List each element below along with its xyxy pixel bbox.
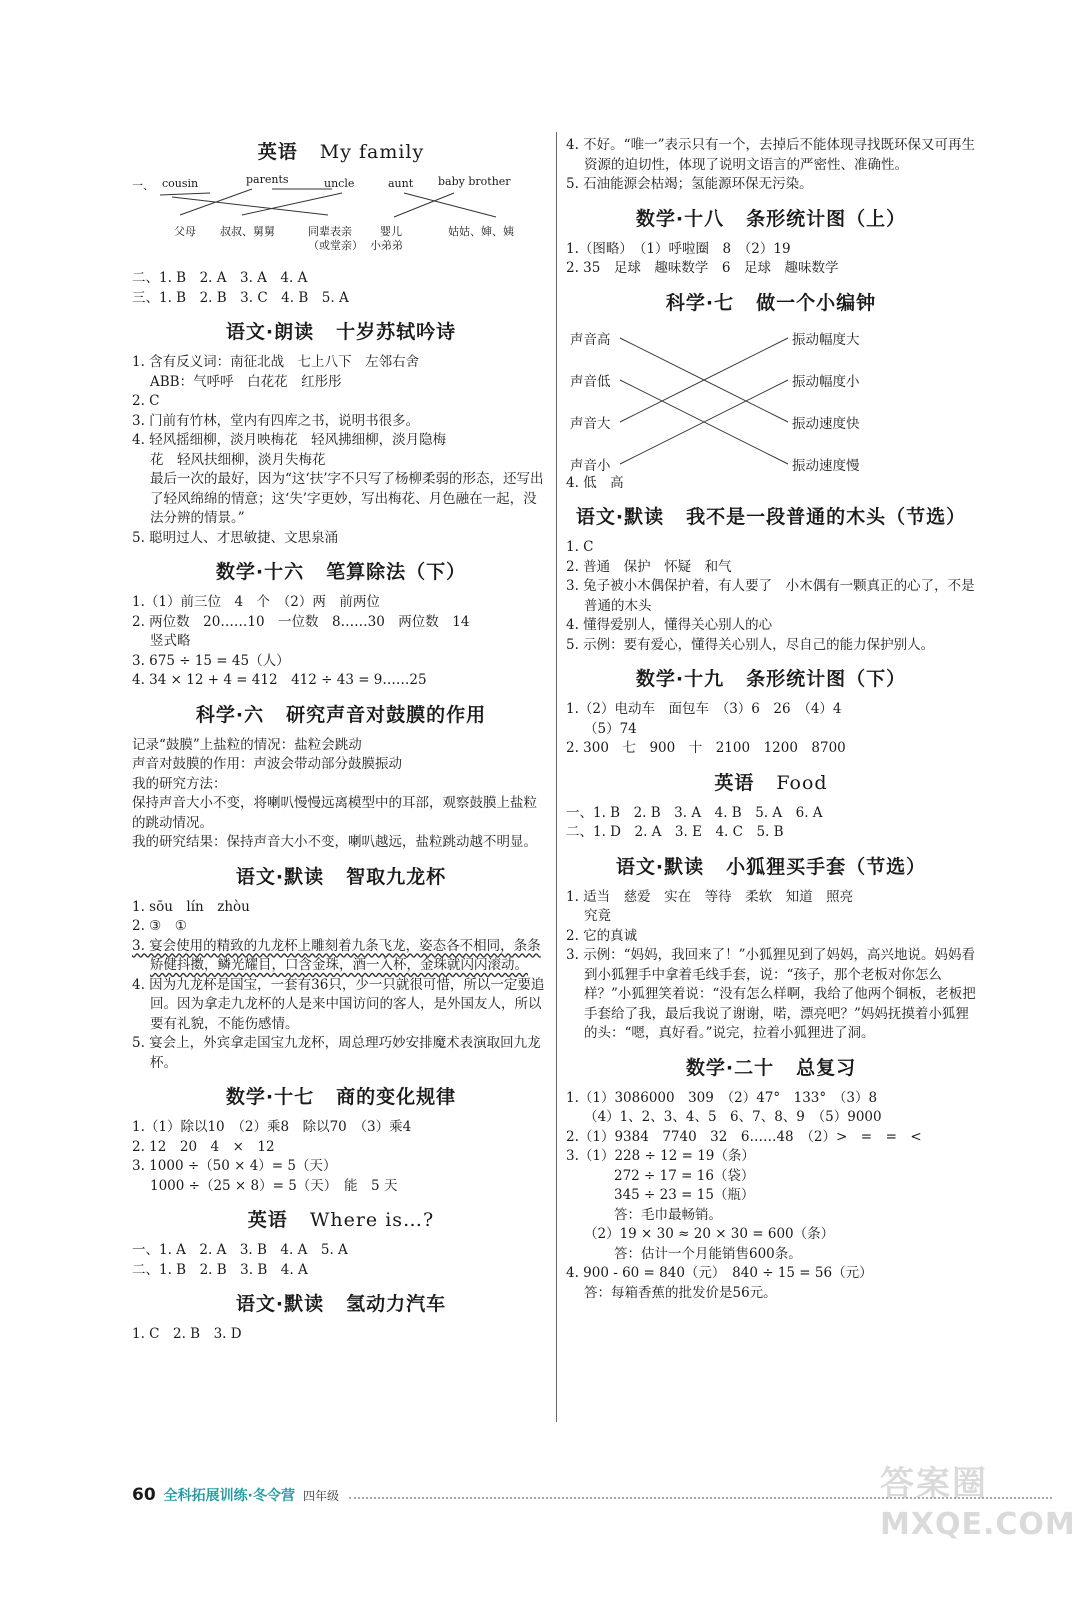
column-divider xyxy=(556,132,557,1422)
answer-line: 3. 1000 ÷（50 × 4）= 5（天） xyxy=(132,1158,337,1174)
title-subject: 数学·十六 xyxy=(215,561,305,583)
match-right-item: 振动速度快 xyxy=(792,415,860,432)
answer-line: 4. 轻风摇细柳，淡月映梅花 轻风拂细柳，淡月隐梅 xyxy=(132,432,447,448)
section-math-20 xyxy=(566,1052,976,1304)
title-topic: Where is…? xyxy=(309,1209,435,1231)
answer-line: 1. 含有反义词：南征北战 七上八下 左邻右舍 xyxy=(132,354,420,370)
section-chinese-langdu xyxy=(132,316,550,548)
title-topic: 条形统计图（上） xyxy=(746,207,907,230)
title-topic: 十岁苏轼吟诗 xyxy=(336,321,457,343)
section-math-19 xyxy=(566,663,976,759)
section-english-my-family xyxy=(132,136,550,308)
section-title xyxy=(132,1288,550,1320)
answers xyxy=(566,240,976,279)
match-left-item: 声音小 xyxy=(570,457,611,474)
match-right-item: 振动幅度大 xyxy=(792,331,860,348)
answer-line: 2. 300 七 900 十 2100 1200 8700 xyxy=(566,740,846,756)
answer-line: 345 ÷ 23 = 15（瓶） xyxy=(614,1187,755,1203)
answers xyxy=(566,1089,976,1304)
answer-line: 记录“鼓膜”上盐粒的情况：盐粒会跳动 xyxy=(132,736,362,753)
section-chinese-fox xyxy=(566,851,976,1044)
section-chinese-hydrogen-car xyxy=(132,1288,550,1345)
section-math-18 xyxy=(566,203,976,279)
matching-exercise xyxy=(566,324,976,474)
answer-line: 1. sōu lín zhòu xyxy=(132,898,250,915)
answer-line: 4. 34 × 12 + 4 = 412 412 ÷ 43 = 9……25 xyxy=(132,672,427,688)
answer-line: 保持声音大小不变，将喇叭慢慢远离模型中的耳部，观察鼓膜上盐粒的跳动情况。 xyxy=(132,795,537,831)
section-title xyxy=(566,663,976,695)
match-meaning: 姑姑、婶、姨 xyxy=(448,225,514,238)
title-topic: 研究声音对鼓膜的作用 xyxy=(286,703,487,726)
answer-line: （5）74 xyxy=(584,720,637,737)
section-title xyxy=(566,287,976,319)
answer-line: 三、1. B 2. B 3. C 4. B 5. A xyxy=(132,289,349,306)
answer-line: 1.（1）除以10 （2）乘8 除以70 （3）乘4 xyxy=(132,1119,412,1135)
title-subject: 数学·十七 xyxy=(225,1086,315,1108)
match-word: parents xyxy=(246,173,289,186)
answer-line: 一、1. B 2. B 3. A 4. B 5. A 6. A xyxy=(566,804,823,821)
answer-line: （4）1、2、3、4、5 6、7、8、9 （5）9000 xyxy=(584,1109,882,1125)
section-title xyxy=(566,203,976,235)
title-topic: 总复习 xyxy=(796,1056,857,1079)
section-title xyxy=(566,851,976,883)
section-title xyxy=(566,767,976,799)
answer-line: 1. 适当 慈爱 实在 等待 柔软 知道 照亮 xyxy=(566,888,854,905)
answer-line: 3.（1）228 ÷ 12 = 19（条） xyxy=(566,1148,755,1164)
watermark-logo xyxy=(880,1462,1076,1562)
watermark-text: 答案圈 xyxy=(880,1464,988,1504)
title-topic: 我不是一段普通的木头（节选） xyxy=(686,506,967,528)
section-chinese-jiulongbei xyxy=(132,861,550,1074)
answer-line: 二、1. D 2. A 3. E 4. C 5. B xyxy=(566,824,784,840)
match-left-item: 声音高 xyxy=(570,331,611,348)
answer-line: 1. C xyxy=(566,539,594,555)
section-chinese-mutou xyxy=(566,501,976,655)
title-subject: 数学·十九 xyxy=(635,668,725,690)
answer-line: 2. C xyxy=(132,393,160,409)
answer-line: 3. 675 ÷ 15 = 45（人） xyxy=(132,652,290,669)
answers xyxy=(566,136,976,195)
answers xyxy=(566,538,976,655)
section-math-17 xyxy=(132,1081,550,1196)
section-english-where-is xyxy=(132,1204,550,1280)
title-topic: 商的变化规律 xyxy=(336,1086,457,1108)
match-word: aunt xyxy=(388,177,414,190)
answer-line: 最后一次的最好，因为“这‘扶’字不只写了杨柳柔弱的形态，还写出了轻风绵绵的情意；这‘失’字更妙，写出梅花、月色融在一起，没法分辨的情景。” xyxy=(150,471,544,526)
match-right-item: 振动幅度小 xyxy=(792,373,860,390)
answer-line: 5. 示例：要有爱心，懂得关心别人，尽自己的能力保护别人。 xyxy=(566,636,935,653)
answer-line: 我的研究结果：保持声音大小不变，喇叭越远，盐粒跳动越不明显。 xyxy=(132,834,537,850)
answers xyxy=(132,1325,550,1345)
answers xyxy=(566,700,976,759)
answers xyxy=(132,269,550,308)
answer-line: 花 轻风扶细柳，淡月失梅花 xyxy=(150,451,326,468)
title-topic: 智取九龙杯 xyxy=(346,865,447,888)
match-left-item: 声音低 xyxy=(570,373,611,390)
match-meaning: （或堂亲） xyxy=(308,239,363,252)
answers xyxy=(132,1241,550,1280)
section-science-6 xyxy=(132,699,550,853)
answer-line: 1.（1）前三位 4 个 （2）两 前两位 xyxy=(132,594,380,610)
answer-line: 一、1. A 2. A 3. B 4. A 5. A xyxy=(132,1242,348,1258)
match-meaning: 同辈表亲 xyxy=(308,225,352,238)
answer-line: 我的研究方法： xyxy=(132,775,227,792)
match-meaning: 叔叔、舅舅 xyxy=(220,225,275,238)
answer-line: （2）19 × 30 ≈ 20 × 30 = 600（条） xyxy=(584,1226,835,1242)
answer-line-underlined: 3. 宴会使用的精致的九龙杯上雕刻着九条飞龙，姿态各不相同，条条矫健抖擞，鳞光耀目，口含金珠，酒一入杯，金珠就闪闪滚动。 xyxy=(132,937,541,973)
section-english-food xyxy=(566,767,976,843)
title-subject: 语文·默读 xyxy=(615,855,705,878)
answer-line: 1.（图略） （1）呼啦圈 8 （2）19 xyxy=(566,240,791,257)
title-subject: 英语 xyxy=(257,141,298,163)
title-subject: 英语 xyxy=(247,1209,288,1231)
title-topic: 做一个小编钟 xyxy=(756,291,877,314)
answer-line: 1.（1）3086000 309 （2）47° 133° （3）8 xyxy=(566,1089,878,1106)
section-continued xyxy=(566,136,976,195)
title-topic: 氢动力汽车 xyxy=(346,1293,447,1315)
title-topic: Food xyxy=(776,771,828,794)
section-science-7 xyxy=(566,287,976,494)
section-title xyxy=(132,699,550,731)
answers xyxy=(132,736,550,853)
answer-line: 答：每箱香蕉的批发价是56元。 xyxy=(584,1284,777,1301)
section-title xyxy=(132,316,550,348)
match-word: cousin xyxy=(162,177,199,190)
title-subject: 科学·七 xyxy=(665,291,735,314)
answer-line: 1.（2）电动车 面包车 （3）6 26 （4）4 xyxy=(566,701,842,717)
answer-line: 4. 不好。“唯一”表示只有一个，去掉后不能体现寻找既环保又可再生资源的迫切性，体现了说明文语言的严密性、准确性。 xyxy=(566,137,975,173)
answers xyxy=(566,888,976,1044)
answer-line: 2. ③ ① xyxy=(132,918,187,934)
title-subject: 英语 xyxy=(714,771,755,794)
title-subject: 语文·默读 xyxy=(235,1293,325,1315)
answer-line: 2. 两位数 20……10 一位数 8……30 两位数 14 xyxy=(132,613,470,630)
answers xyxy=(132,353,550,548)
brand-name: 全科拓展训练·冬令营 xyxy=(163,1488,295,1504)
match-meaning: 父母 xyxy=(174,225,196,238)
answer-line: 究竟 xyxy=(584,908,611,924)
match-left-item: 声音大 xyxy=(570,415,611,432)
answer-line: 二、1. B 2. A 3. A 4. A xyxy=(132,270,308,286)
answer-line: 答：毛巾最畅销。 xyxy=(614,1206,722,1223)
answer-line: 2. 它的真诚 xyxy=(566,927,638,944)
title-subject: 数学·二十 xyxy=(685,1056,775,1079)
title-subject: 数学·十八 xyxy=(635,207,725,230)
answer-line: 声音对鼓膜的作用：声波会带动部分鼓膜振动 xyxy=(132,756,402,772)
answers xyxy=(566,474,976,494)
title-topic: 笔算除法（下） xyxy=(326,561,467,583)
answer-line: 1. C 2. B 3. D xyxy=(132,1326,242,1342)
title-subject: 科学·六 xyxy=(195,703,265,726)
answer-line: 4. 懂得爱别人，懂得关心别人的心 xyxy=(566,617,773,633)
answers xyxy=(132,898,550,1074)
answer-line: 3. 示例：“妈妈，我回来了！”小狐狸见到了妈妈，高兴地说。妈妈看到小狐狸手中拿着毛线手套，说：“孩子，那个老板对你怎么样？”小狐狸笑着说：“没有怎么样啊，我给了他两个铜板，老板把手套给了我，最后我说了谢谢，喏，漂亮吧？”妈妈抚摸着小狐狸的头：“嗯，真好看。”说完，拉着小狐狸进了洞。 xyxy=(566,947,976,1041)
answers xyxy=(132,593,550,691)
watermark-url: MXQE.COM xyxy=(880,1507,1076,1542)
right-column xyxy=(566,136,976,1303)
answer-line: ABB：气呼呼 白花花 红彤彤 xyxy=(150,373,342,390)
answer-line: 竖式略 xyxy=(150,633,191,649)
title-subject: 语文·朗读 xyxy=(225,321,315,343)
left-column xyxy=(132,128,550,1345)
answer-line: 3. 兔子被小木偶保护着，有人要了 小木偶有一颗真正的心了，不是普通的木头 xyxy=(566,578,975,614)
grade-label: 四年级 xyxy=(303,1488,340,1503)
section-title xyxy=(566,501,976,533)
answer-line: 5. 宴会上，外宾拿走国宝九龙杯，周总理巧妙安排魔术表演取回九龙杯。 xyxy=(132,1035,541,1071)
match-lines xyxy=(566,324,976,474)
match-meaning: 婴儿 xyxy=(380,225,402,238)
page-number: 60 xyxy=(132,1485,156,1505)
answer-line: 4. 900 - 60 = 840（元） 840 ÷ 15 = 56（元） xyxy=(566,1265,873,1281)
match-prefix: 一、 xyxy=(132,179,154,192)
match-word: baby brother xyxy=(438,175,511,188)
section-title xyxy=(132,1081,550,1113)
section-title xyxy=(132,1204,550,1236)
answer-line: 2.（1）9384 7740 32 6……48 （2）> = = < xyxy=(566,1128,922,1145)
answer-line: 2. 35 足球 趣味数学 6 足球 趣味数学 xyxy=(566,260,839,276)
match-word: uncle xyxy=(324,177,355,190)
title-topic: My family xyxy=(319,141,425,163)
section-title xyxy=(132,136,550,168)
answer-line: 2. 普通 保护 怀疑 和气 xyxy=(566,558,732,575)
title-subject: 语文·默读 xyxy=(575,506,665,528)
section-title xyxy=(132,861,550,893)
answer-line: 4. 因为九龙杯是国宝，一套有36只，少一只就很可惜，所以一定要追回。因为拿走九龙杯的人是来中国访问的客人，是外国友人，所以要有礼貌，不能伤感情。 xyxy=(132,976,545,1032)
answer-line: 答：估计一个月能销售600条。 xyxy=(614,1245,802,1262)
section-title xyxy=(132,556,550,588)
section-title xyxy=(566,1052,976,1084)
title-topic: 小狐狸买手套（节选） xyxy=(726,855,927,878)
answer-line: 4. 低 高 xyxy=(566,474,624,491)
answer-line: 二、1. B 2. B 3. B 4. A xyxy=(132,1261,308,1278)
answer-line: 272 ÷ 17 = 16（袋） xyxy=(614,1167,755,1184)
answer-line: 2. 12 20 4 × 12 xyxy=(132,1138,275,1155)
match-right-item: 振动速度慢 xyxy=(792,457,860,474)
match-meaning: 小弟弟 xyxy=(370,239,403,252)
title-topic: 条形统计图（下） xyxy=(746,668,907,690)
title-subject: 语文·默读 xyxy=(235,865,325,888)
matching-exercise xyxy=(132,173,550,269)
answer-line: 5. 聪明过人、才思敏捷、文思泉涌 xyxy=(132,529,339,546)
match-lines xyxy=(132,173,550,269)
answers xyxy=(566,804,976,843)
answer-line: 5. 石油能源会枯竭；氢能源环保无污染。 xyxy=(566,176,813,192)
section-math-16 xyxy=(132,556,550,691)
answers xyxy=(132,1118,550,1196)
answer-line: 3. 门前有竹林，堂内有四库之书，说明书很多。 xyxy=(132,412,420,429)
answer-line: 1000 ÷（25 × 8）= 5（天） 能 5 天 xyxy=(150,1177,398,1194)
